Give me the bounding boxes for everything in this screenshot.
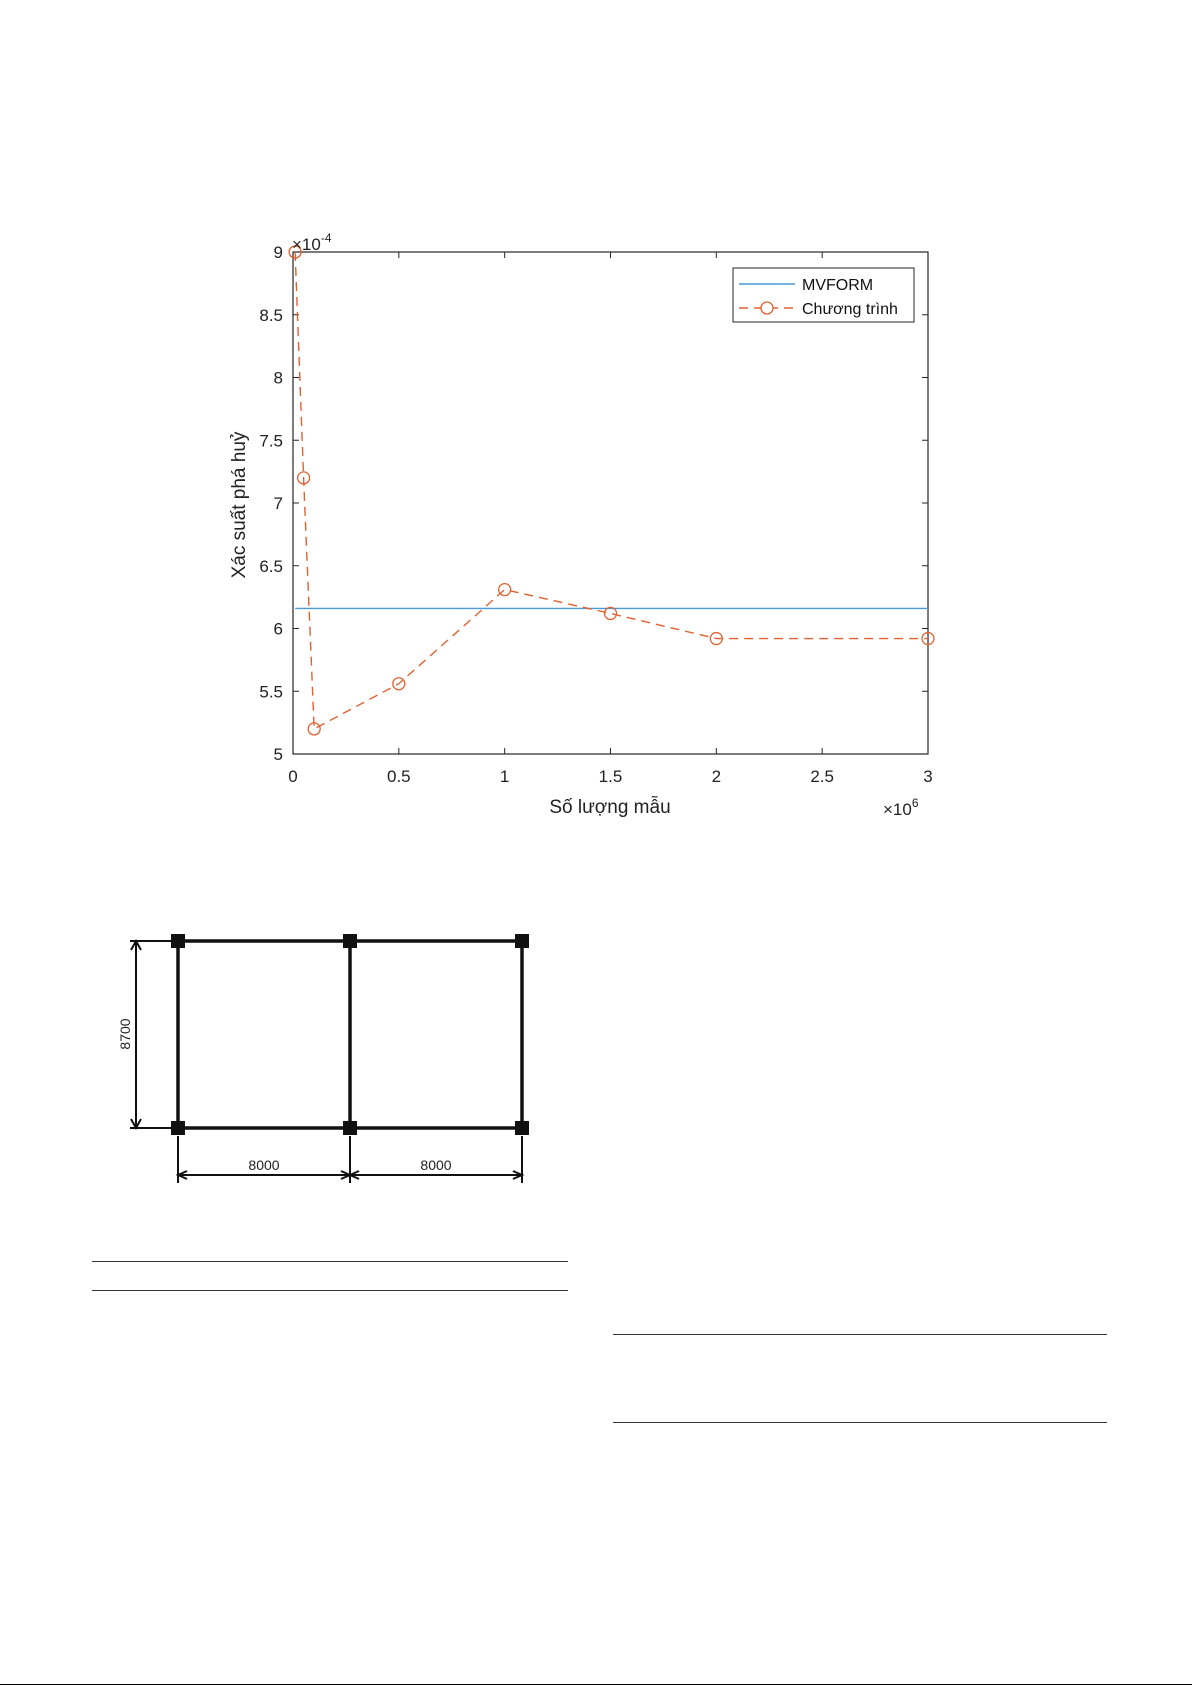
x-tick-label: 1.5	[598, 767, 623, 786]
x-multiplier-base: ×10	[883, 800, 912, 819]
span-dimension-label-2: 8000	[420, 1157, 452, 1173]
table-rule-right-bottom	[613, 1422, 1107, 1423]
column-node	[171, 934, 185, 948]
table-rule-left-top	[92, 1261, 568, 1262]
x-axis-label: Số lượng mẫu	[549, 797, 671, 818]
y-tick-label: 7.5	[259, 431, 283, 451]
column-node	[343, 934, 357, 948]
plot-area-box	[293, 252, 928, 754]
y-multiplier-exponent: -4	[320, 231, 332, 245]
x-multiplier	[883, 796, 919, 819]
x-tick-label: 0	[288, 767, 298, 786]
y-tick-label: 9	[273, 243, 283, 262]
legend-marker-1	[761, 302, 773, 314]
legend-label-0: MVFORM	[802, 277, 874, 294]
y-axis-label: Xác suất phá huỷ	[229, 431, 250, 579]
x-tick-label: 0.5	[387, 767, 411, 786]
y-tick-label: 7	[273, 494, 283, 513]
y-multiplier-base: ×10	[292, 235, 321, 254]
y-tick-label: 8	[273, 368, 283, 388]
y-tick-label: 6.5	[259, 556, 283, 576]
column-node	[343, 1121, 357, 1135]
span-dimension-line	[178, 1136, 522, 1183]
frame-beams	[178, 941, 522, 1128]
legend-label-1: Chương trình	[802, 301, 898, 318]
column-node	[515, 934, 529, 948]
x-tick-label: 2.5	[810, 767, 834, 786]
y-tick-label: 5	[273, 745, 283, 764]
column-node	[515, 1121, 529, 1135]
y-tick-label: 8.5	[259, 305, 283, 325]
y-tick-label: 5.5	[259, 682, 283, 702]
x-tick-label: 2	[711, 767, 722, 786]
x-multiplier-exponent: 6	[911, 796, 919, 810]
legend	[733, 268, 914, 322]
x-tick-label: 3	[923, 767, 933, 786]
column-node	[171, 1121, 185, 1135]
y-tick-label: 6	[273, 619, 283, 639]
x-tick-label: 1	[499, 767, 510, 786]
y-multiplier	[292, 231, 332, 254]
height-dimension-line	[130, 941, 172, 1128]
frame-plan-diagram	[0, 900, 600, 1200]
table-rule-right-top	[613, 1334, 1107, 1335]
height-dimension-label: 8700	[117, 1018, 133, 1050]
table-rule-left-bottom	[92, 1290, 568, 1291]
span-dimension-label-1: 8000	[248, 1157, 280, 1173]
